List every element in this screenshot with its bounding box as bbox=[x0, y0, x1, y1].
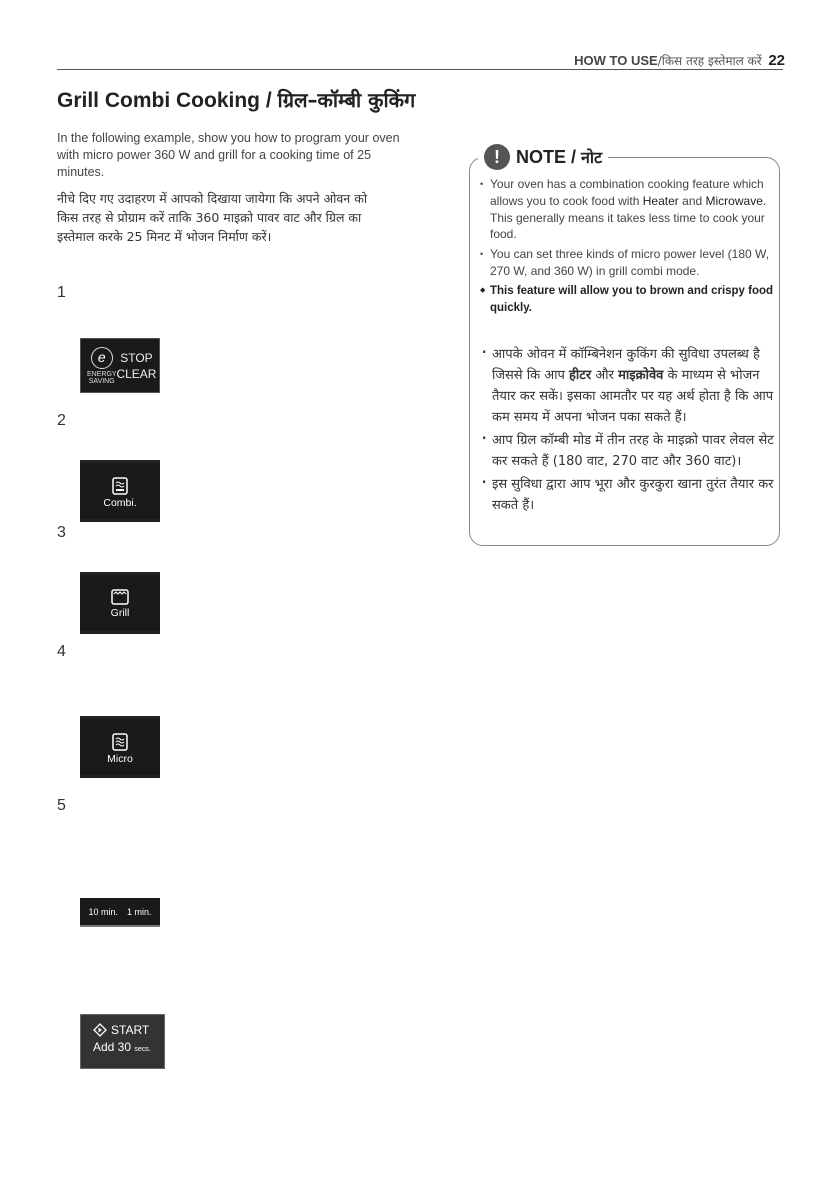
grill-button[interactable] bbox=[80, 572, 160, 634]
step-number: 3 bbox=[57, 524, 66, 541]
start-button[interactable] bbox=[80, 1014, 165, 1069]
exclamation-icon: ! bbox=[484, 144, 510, 170]
one-min-button[interactable]: 1 min. bbox=[126, 906, 152, 917]
stop-label: STOP bbox=[120, 350, 153, 365]
list-item: • Your oven has a combination cooking feature which allows you to cook food with Heater and Microwave. This generally means it takes less time to cook your food. bbox=[480, 176, 776, 243]
step-number: 1 bbox=[57, 284, 66, 301]
intro-english: In the following example, show you how to program your oven with micro power 360 W and grill for a cooking time of 25 minutes. bbox=[57, 131, 400, 179]
note-label-en: NOTE / bbox=[516, 147, 577, 167]
grill-label: Grill bbox=[110, 607, 130, 619]
list-item: · इस सुविधा द्वारा आप भूरा और कुरकुरा खाना तुरंत तैयार कर सकते हैं। bbox=[480, 474, 776, 516]
step-number: 5 bbox=[57, 797, 66, 814]
page-title bbox=[57, 86, 415, 113]
start-icon bbox=[93, 1023, 107, 1037]
page-number: 22 bbox=[768, 52, 785, 69]
page-title-en: Grill Combi Cooking / bbox=[57, 89, 272, 112]
micro-icon bbox=[112, 733, 128, 751]
secs-label: secs. bbox=[134, 1046, 151, 1053]
combi-button[interactable] bbox=[80, 460, 160, 522]
header-separator: / bbox=[657, 54, 662, 68]
page-header bbox=[574, 52, 785, 69]
grill-icon bbox=[111, 589, 129, 605]
energy-saving-label: ENERGY SAVING bbox=[87, 370, 117, 385]
time-keys bbox=[80, 898, 160, 927]
header-section-en: HOW TO USE bbox=[574, 53, 658, 68]
combi-icon bbox=[112, 477, 128, 495]
intro-hindi: नीचे दिए गए उदाहरण में आपको दिखाया जायेगा कि अपने ओवन को किस तरह से प्रोग्राम करें ताकि 360 माइक्रो पावर वाट और ग्रिल का इस्तेमाल करके 25 मिनट में भोजन निर्माण करें। bbox=[57, 191, 368, 244]
clear-label: CLEAR bbox=[116, 366, 157, 381]
start-label: START bbox=[111, 1023, 150, 1037]
step-number: 2 bbox=[57, 412, 66, 429]
stop-clear-button[interactable] bbox=[80, 338, 160, 393]
header-rule bbox=[57, 69, 783, 70]
combi-label: Combi. bbox=[103, 497, 137, 509]
ten-min-button[interactable]: 10 min. bbox=[88, 906, 118, 917]
step-number: 4 bbox=[57, 643, 66, 660]
note-label-hi: नोट bbox=[581, 148, 603, 167]
list-item: • You can set three kinds of micro power level (180 W, 270 W, and 360 W) in grill combi mode. bbox=[480, 246, 776, 280]
micro-label: Micro bbox=[107, 753, 133, 765]
micro-button[interactable] bbox=[80, 716, 160, 778]
list-item: · आप ग्रिल कॉम्बी मोड में तीन तरह के माइक्रो पावर लेवल सेट कर सकते हैं (180 वाट, 270 वाट और 360 वाट)। bbox=[480, 430, 776, 472]
list-item: ◆ This feature will allow you to brown and crispy food quickly. bbox=[480, 283, 776, 317]
note-heading bbox=[478, 144, 608, 170]
list-item: · आपके ओवन में कॉम्बिनेशन कुकिंग की सुविधा उपलब्ध है जिससे कि आप हीटर और माइक्रोवेव के माध्यम से भोजन तैयार कर सकें। इसका आमतौर पर यह अर्थ होता है कि आप कम समय में अपना भोजन पका सकते हैं। bbox=[480, 344, 776, 428]
page-title-hi: ग्रिल–कॉम्बी कुकिंग bbox=[277, 88, 416, 112]
note-hindi-list bbox=[480, 344, 776, 518]
energy-saving-icon bbox=[87, 347, 116, 385]
energy-saving-letter: e bbox=[91, 347, 113, 369]
header-section-hi: किस तरह इस्तेमाल करें bbox=[661, 54, 762, 68]
add-30-label: Add 30 bbox=[93, 1040, 132, 1054]
note-english-list bbox=[480, 176, 776, 319]
